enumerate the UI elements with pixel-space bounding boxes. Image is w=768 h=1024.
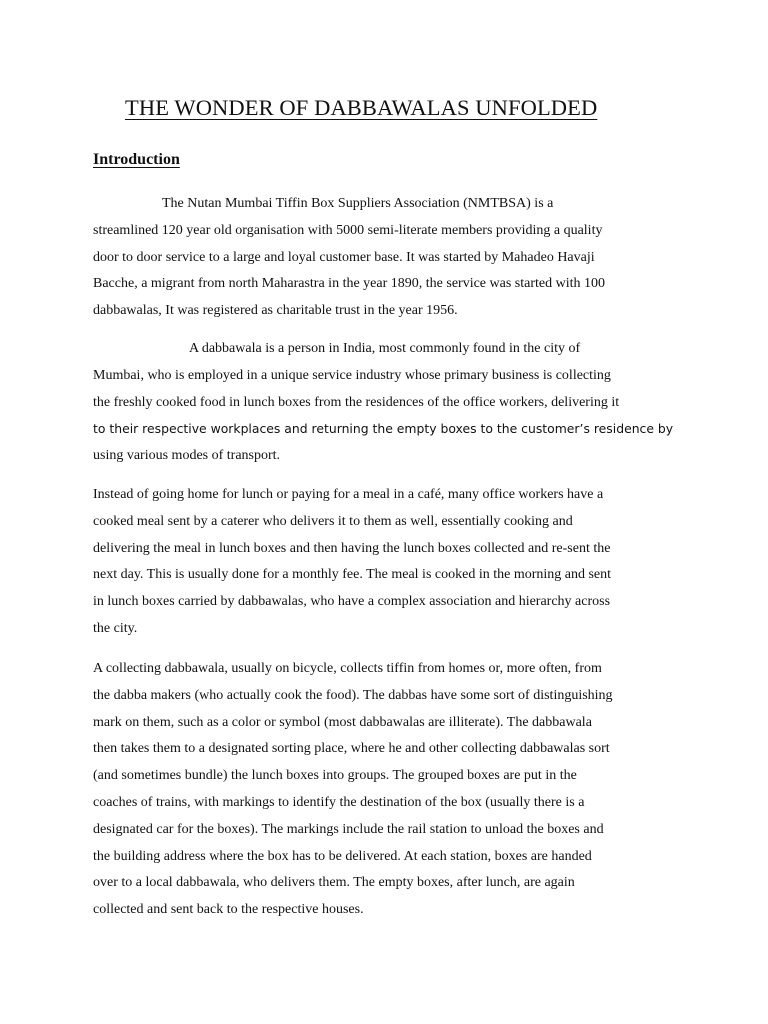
paragraph-line: dabbawalas, It was registered as charitable trust in the year 1956. xyxy=(93,303,458,319)
paragraph-line: streamlined 120 year old organisation with 5000 semi-literate members providing a quality xyxy=(93,222,603,238)
paragraph-line: the city. xyxy=(93,620,138,636)
paragraph-line: in lunch boxes carried by dabbawalas, who have a complex association and hierarchy across xyxy=(93,594,611,610)
paragraph-line: cooked meal sent by a caterer who delivers it to them as well, essentially cooking and xyxy=(93,513,573,529)
paragraph-line: collected and sent back to the respective houses. xyxy=(93,902,364,918)
paragraph-nmtbsa xyxy=(93,191,685,325)
paragraph-line: A dabbawala is a person in India, most commonly found in the city of xyxy=(189,341,581,356)
paragraph-collection-process xyxy=(93,656,685,924)
paragraph-line: mark on them, such as a color or symbol (most dabbawalas are illiterate). The dabbawala xyxy=(93,714,592,730)
paragraph-dabbawala-definition xyxy=(93,336,685,470)
paragraph-line: then takes them to a designated sorting place, where he and other collecting dabbawalas sort xyxy=(93,741,610,757)
paragraph-line: Mumbai, who is employed in a unique service industry whose primary business is collecting xyxy=(93,367,611,383)
paragraph-line: (and sometimes bundle) the lunch boxes into groups. The grouped boxes are put in the xyxy=(93,768,577,784)
paragraph-line: designated car for the boxes). The markings include the rail station to unload the boxes and xyxy=(93,821,604,837)
paragraph-line: the building address where the box has to be delivered. At each station, boxes are handed xyxy=(93,848,592,864)
paragraph-line: to their respective workplaces and returning the empty boxes to the customer’s residence by xyxy=(93,421,674,437)
paragraph-line: the freshly cooked food in lunch boxes from the residences of the office workers, delivering it xyxy=(93,394,620,410)
paragraph-line: using various modes of transport. xyxy=(93,448,281,464)
paragraph-line: coaches of trains, with markings to identify the destination of the box (usually there is a xyxy=(93,794,585,810)
paragraph-line: next day. This is usually done for a monthly fee. The meal is cooked in the morning and sent xyxy=(93,567,612,583)
paragraph-line: the dabba makers (who actually cook the food). The dabbas have some sort of distinguishing xyxy=(93,687,613,703)
paragraph-line: Instead of going home for lunch or paying for a meal in a café, many office workers have a xyxy=(93,487,604,502)
document-title: THE WONDER OF DABBAWALAS UNFOLDED xyxy=(125,95,598,120)
paragraph-line: The Nutan Mumbai Tiffin Box Suppliers Association (NMTBSA) is a xyxy=(162,196,554,211)
paragraph-line: delivering the meal in lunch boxes and then having the lunch boxes collected and re-sent the xyxy=(93,540,611,556)
section-heading-introduction: Introduction xyxy=(93,151,180,168)
paragraph-lunch-delivery xyxy=(93,482,685,643)
paragraph-line: over to a local dabbawala, who delivers them. The empty boxes, after lunch, are again xyxy=(93,875,575,891)
paragraph-line: Bacche, a migrant from north Maharastra in the year 1890, the service was started with 100 xyxy=(93,276,605,292)
paragraph-line: door to door service to a large and loyal customer base. It was started by Mahadeo Havaji xyxy=(93,249,595,265)
paragraph-line: A collecting dabbawala, usually on bicycle, collects tiffin from homes or, more often, from xyxy=(93,661,602,676)
